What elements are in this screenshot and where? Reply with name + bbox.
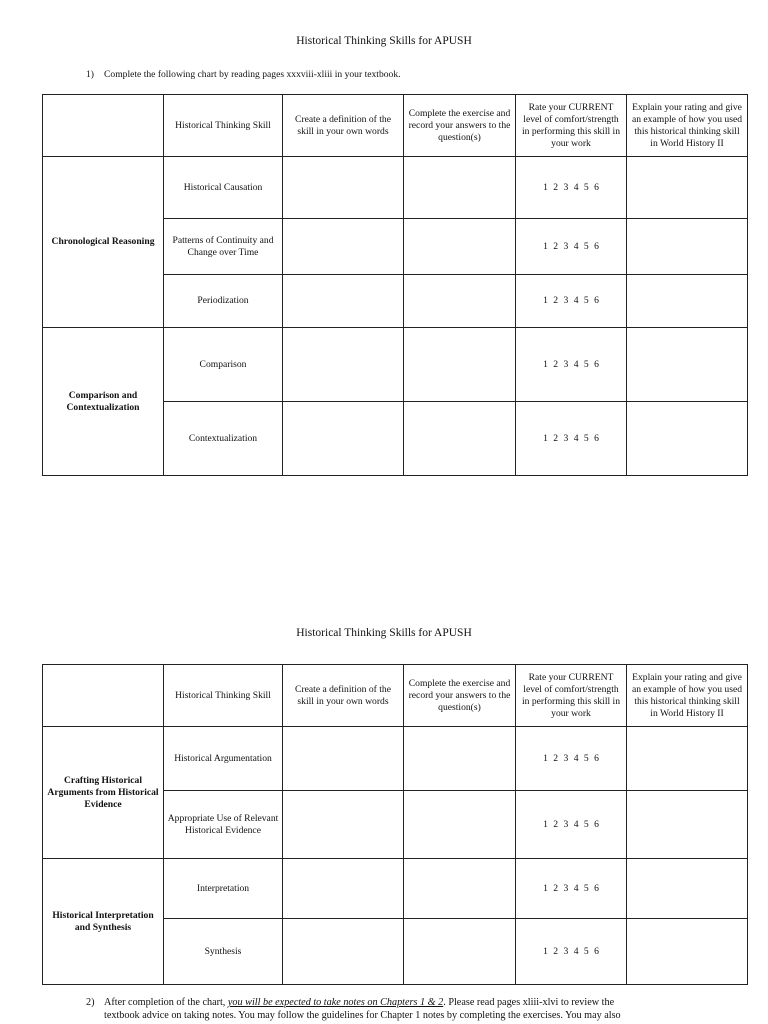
definition-cell[interactable] xyxy=(283,157,404,219)
rating-scale[interactable]: 1 2 3 4 5 6 xyxy=(516,157,627,219)
category-cell: Historical Interpretation and Synthesis xyxy=(43,859,164,985)
instruction-2-emphasis: you will be expected to take notes on Chapters 1 & 2 xyxy=(227,997,444,1008)
header-skill: Historical Thinking Skill xyxy=(164,95,283,157)
instruction-2-line-2: textbook advice on taking notes. You may follow the guidelines for Chapter 1 notes by completing the exercises. You may also xyxy=(104,1010,621,1021)
explain-cell[interactable] xyxy=(627,275,748,328)
instruction-2-text-b: . Please read pages xliii-xlvi to review the xyxy=(443,997,615,1008)
explain-cell[interactable] xyxy=(627,219,748,275)
definition-cell[interactable] xyxy=(283,859,404,919)
header-exercise: Complete the exercise and record your answers to the question(s) xyxy=(404,665,516,727)
table-row xyxy=(43,859,748,919)
header-definition: Create a definition of the skill in your own words xyxy=(283,665,404,727)
instruction-text: Complete the following chart by reading pages xxxviii-xliii in your textbook. xyxy=(104,69,401,80)
rating-scale[interactable]: 1 2 3 4 5 6 xyxy=(516,791,627,859)
exercise-cell[interactable] xyxy=(404,919,516,985)
instruction-2 xyxy=(86,996,726,1022)
skill-cell: Patterns of Continuity and Change over Time xyxy=(164,219,283,275)
rating-scale[interactable]: 1 2 3 4 5 6 xyxy=(516,727,627,791)
skills-table-2 xyxy=(42,664,748,985)
category-cell: Chronological Reasoning xyxy=(43,157,164,328)
header-explain: Explain your rating and give an example of how you used this historical thinking skill in World History II xyxy=(627,95,748,157)
instruction-2-text-a: After completion of the chart, xyxy=(104,997,228,1008)
header-exercise: Complete the exercise and record your answers to the question(s) xyxy=(404,95,516,157)
explain-cell[interactable] xyxy=(627,919,748,985)
table-row xyxy=(43,157,748,219)
skills-table-1 xyxy=(42,94,748,476)
instruction-number: 2) xyxy=(86,997,95,1008)
exercise-cell[interactable] xyxy=(404,157,516,219)
explain-cell[interactable] xyxy=(627,328,748,402)
explain-cell[interactable] xyxy=(627,791,748,859)
header-blank xyxy=(43,665,164,727)
skill-cell: Appropriate Use of Relevant Historical Evidence xyxy=(164,791,283,859)
definition-cell[interactable] xyxy=(283,402,404,476)
definition-cell[interactable] xyxy=(283,328,404,402)
page-title: Historical Thinking Skills for APUSH xyxy=(296,35,472,47)
rating-scale[interactable]: 1 2 3 4 5 6 xyxy=(516,219,627,275)
rating-scale[interactable]: 1 2 3 4 5 6 xyxy=(516,402,627,476)
exercise-cell[interactable] xyxy=(404,402,516,476)
skill-cell: Periodization xyxy=(164,275,283,328)
exercise-cell[interactable] xyxy=(404,859,516,919)
skill-cell: Contextualization xyxy=(164,402,283,476)
definition-cell[interactable] xyxy=(283,791,404,859)
definition-cell[interactable] xyxy=(283,727,404,791)
rating-scale[interactable]: 1 2 3 4 5 6 xyxy=(516,919,627,985)
header-explain: Explain your rating and give an example of how you used this historical thinking skill in World History II xyxy=(627,665,748,727)
explain-cell[interactable] xyxy=(627,157,748,219)
exercise-cell[interactable] xyxy=(404,219,516,275)
table-row xyxy=(43,727,748,791)
header-row xyxy=(43,665,748,727)
instruction-1 xyxy=(86,69,401,80)
page-title: Historical Thinking Skills for APUSH xyxy=(296,627,472,639)
header-rating: Rate your CURRENT level of comfort/strength in performing this skill in your work xyxy=(516,95,627,157)
header-blank xyxy=(43,95,164,157)
exercise-cell[interactable] xyxy=(404,275,516,328)
exercise-cell[interactable] xyxy=(404,791,516,859)
rating-scale[interactable]: 1 2 3 4 5 6 xyxy=(516,275,627,328)
rating-scale[interactable]: 1 2 3 4 5 6 xyxy=(516,328,627,402)
definition-cell[interactable] xyxy=(283,919,404,985)
header-definition: Create a definition of the skill in your own words xyxy=(283,95,404,157)
header-row xyxy=(43,95,748,157)
skill-cell: Historical Causation xyxy=(164,157,283,219)
header-rating: Rate your CURRENT level of comfort/strength in performing this skill in your work xyxy=(516,665,627,727)
skill-cell: Comparison xyxy=(164,328,283,402)
skill-cell: Interpretation xyxy=(164,859,283,919)
header-skill: Historical Thinking Skill xyxy=(164,665,283,727)
explain-cell[interactable] xyxy=(627,859,748,919)
definition-cell[interactable] xyxy=(283,275,404,328)
instruction-number: 1) xyxy=(86,69,94,80)
definition-cell[interactable] xyxy=(283,219,404,275)
exercise-cell[interactable] xyxy=(404,727,516,791)
skill-cell: Historical Argumentation xyxy=(164,727,283,791)
rating-scale[interactable]: 1 2 3 4 5 6 xyxy=(516,859,627,919)
table-row xyxy=(43,328,748,402)
explain-cell[interactable] xyxy=(627,727,748,791)
instruction-2-line-1 xyxy=(86,996,726,1009)
skill-cell: Synthesis xyxy=(164,919,283,985)
category-cell: Crafting Historical Arguments from Historical Evidence xyxy=(43,727,164,859)
explain-cell[interactable] xyxy=(627,402,748,476)
exercise-cell[interactable] xyxy=(404,328,516,402)
category-cell: Comparison and Contextualization xyxy=(43,328,164,476)
